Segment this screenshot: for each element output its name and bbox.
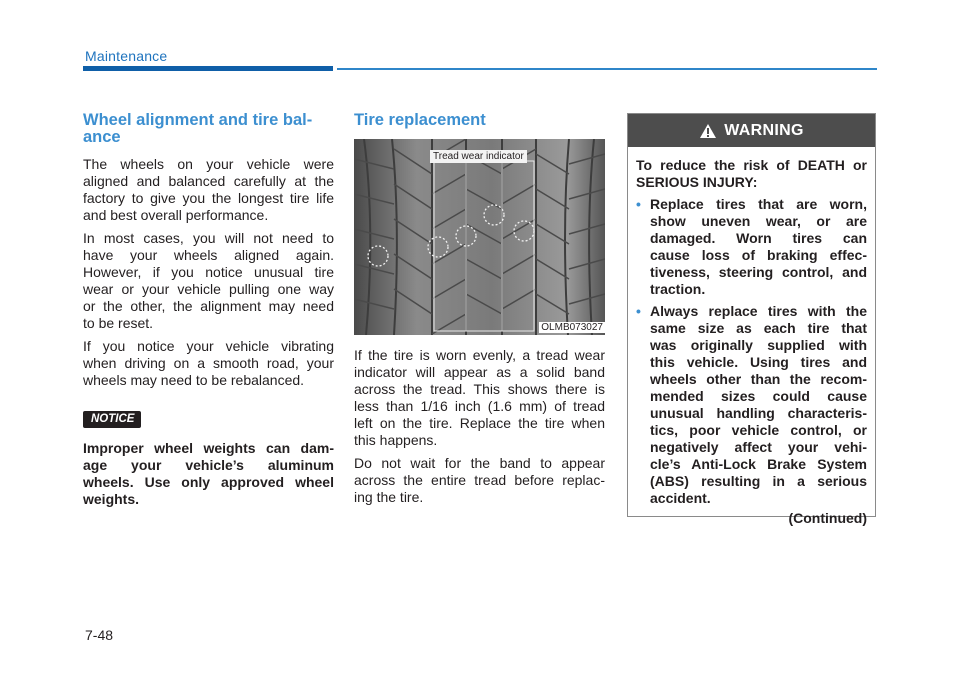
header-rule-dark <box>83 66 333 71</box>
bullet-dot-icon: • <box>636 196 641 212</box>
warning-bullet-1: • Replace tires that are worn, show uneven wear, or are damaged. Worn tires can cause loss of braking effec- tiveness, steering control, and traction. <box>636 196 867 297</box>
tire-tread-image <box>354 139 605 335</box>
warning-triangle-icon <box>699 123 717 139</box>
alignment-paragraph-1: The wheels on your vehicle were aligned and balanced carefully at the factory to give you the longest tire life and best overall performance. <box>83 156 334 223</box>
tire-replacement-heading: Tire replacement <box>354 111 486 129</box>
image-code: OLMB073027 <box>541 322 603 333</box>
warning-header <box>628 114 875 147</box>
middle-column <box>354 112 605 512</box>
warning-bullet-2: • Always replace tires with the same size as each tire that was originally supplied with this vehicle. Using tires and wheels other than the recom- mended sizes could cause unusual handling characteris- tics, poor vehicle control, or negatively affect your vehi- cle’s Anti-Lock Brake System (ABS) resulting in a serious accident. <box>636 303 867 506</box>
wheel-alignment-heading: Wheel alignment and tire bal- ance <box>83 111 313 146</box>
header-rule-light <box>337 68 877 70</box>
bullet-dot-icon: • <box>636 303 641 319</box>
tire-paragraph-2: Do not wait for the band to appear across the entire tread before replac- ing the tire. <box>354 455 605 505</box>
tread-wear-indicator-label: Tread wear indicator <box>430 150 527 163</box>
alignment-paragraph-2: In most cases, you will not need to have your wheels aligned again. However, if you notice unusual tire wear or your vehicle pulling one way or the other, the alignment may need to be reset. <box>83 230 334 331</box>
notice-text: Improper wheel weights can dam- age your vehicle’s aluminum wheels. Use only approved wheel weights. <box>83 440 334 507</box>
tire-paragraph-1: If the tire is worn evenly, a tread wear indicator will appear as a solid band across the tread. This shows there is less than 1/16 inch (1.6 mm) of tread left on the tire. Replace the tire when this happens. <box>354 347 605 448</box>
alignment-paragraph-3: If you notice your vehicle vibrating when driving on a smooth road, your wheels may need to be rebalanced. <box>83 338 334 388</box>
notice-badge: NOTICE <box>83 411 141 428</box>
warning-box <box>627 113 876 526</box>
warning-body <box>628 147 875 527</box>
page-number: 7-48 <box>85 627 114 643</box>
continued-label: (Continued) <box>788 510 867 526</box>
tire-tread-illustration <box>354 139 605 335</box>
left-column <box>83 112 334 514</box>
warning-title: WARNING <box>724 121 804 139</box>
section-title: Maintenance <box>85 48 168 64</box>
warning-intro: To reduce the risk of DEATH or SERIOUS INJURY: <box>636 157 867 190</box>
